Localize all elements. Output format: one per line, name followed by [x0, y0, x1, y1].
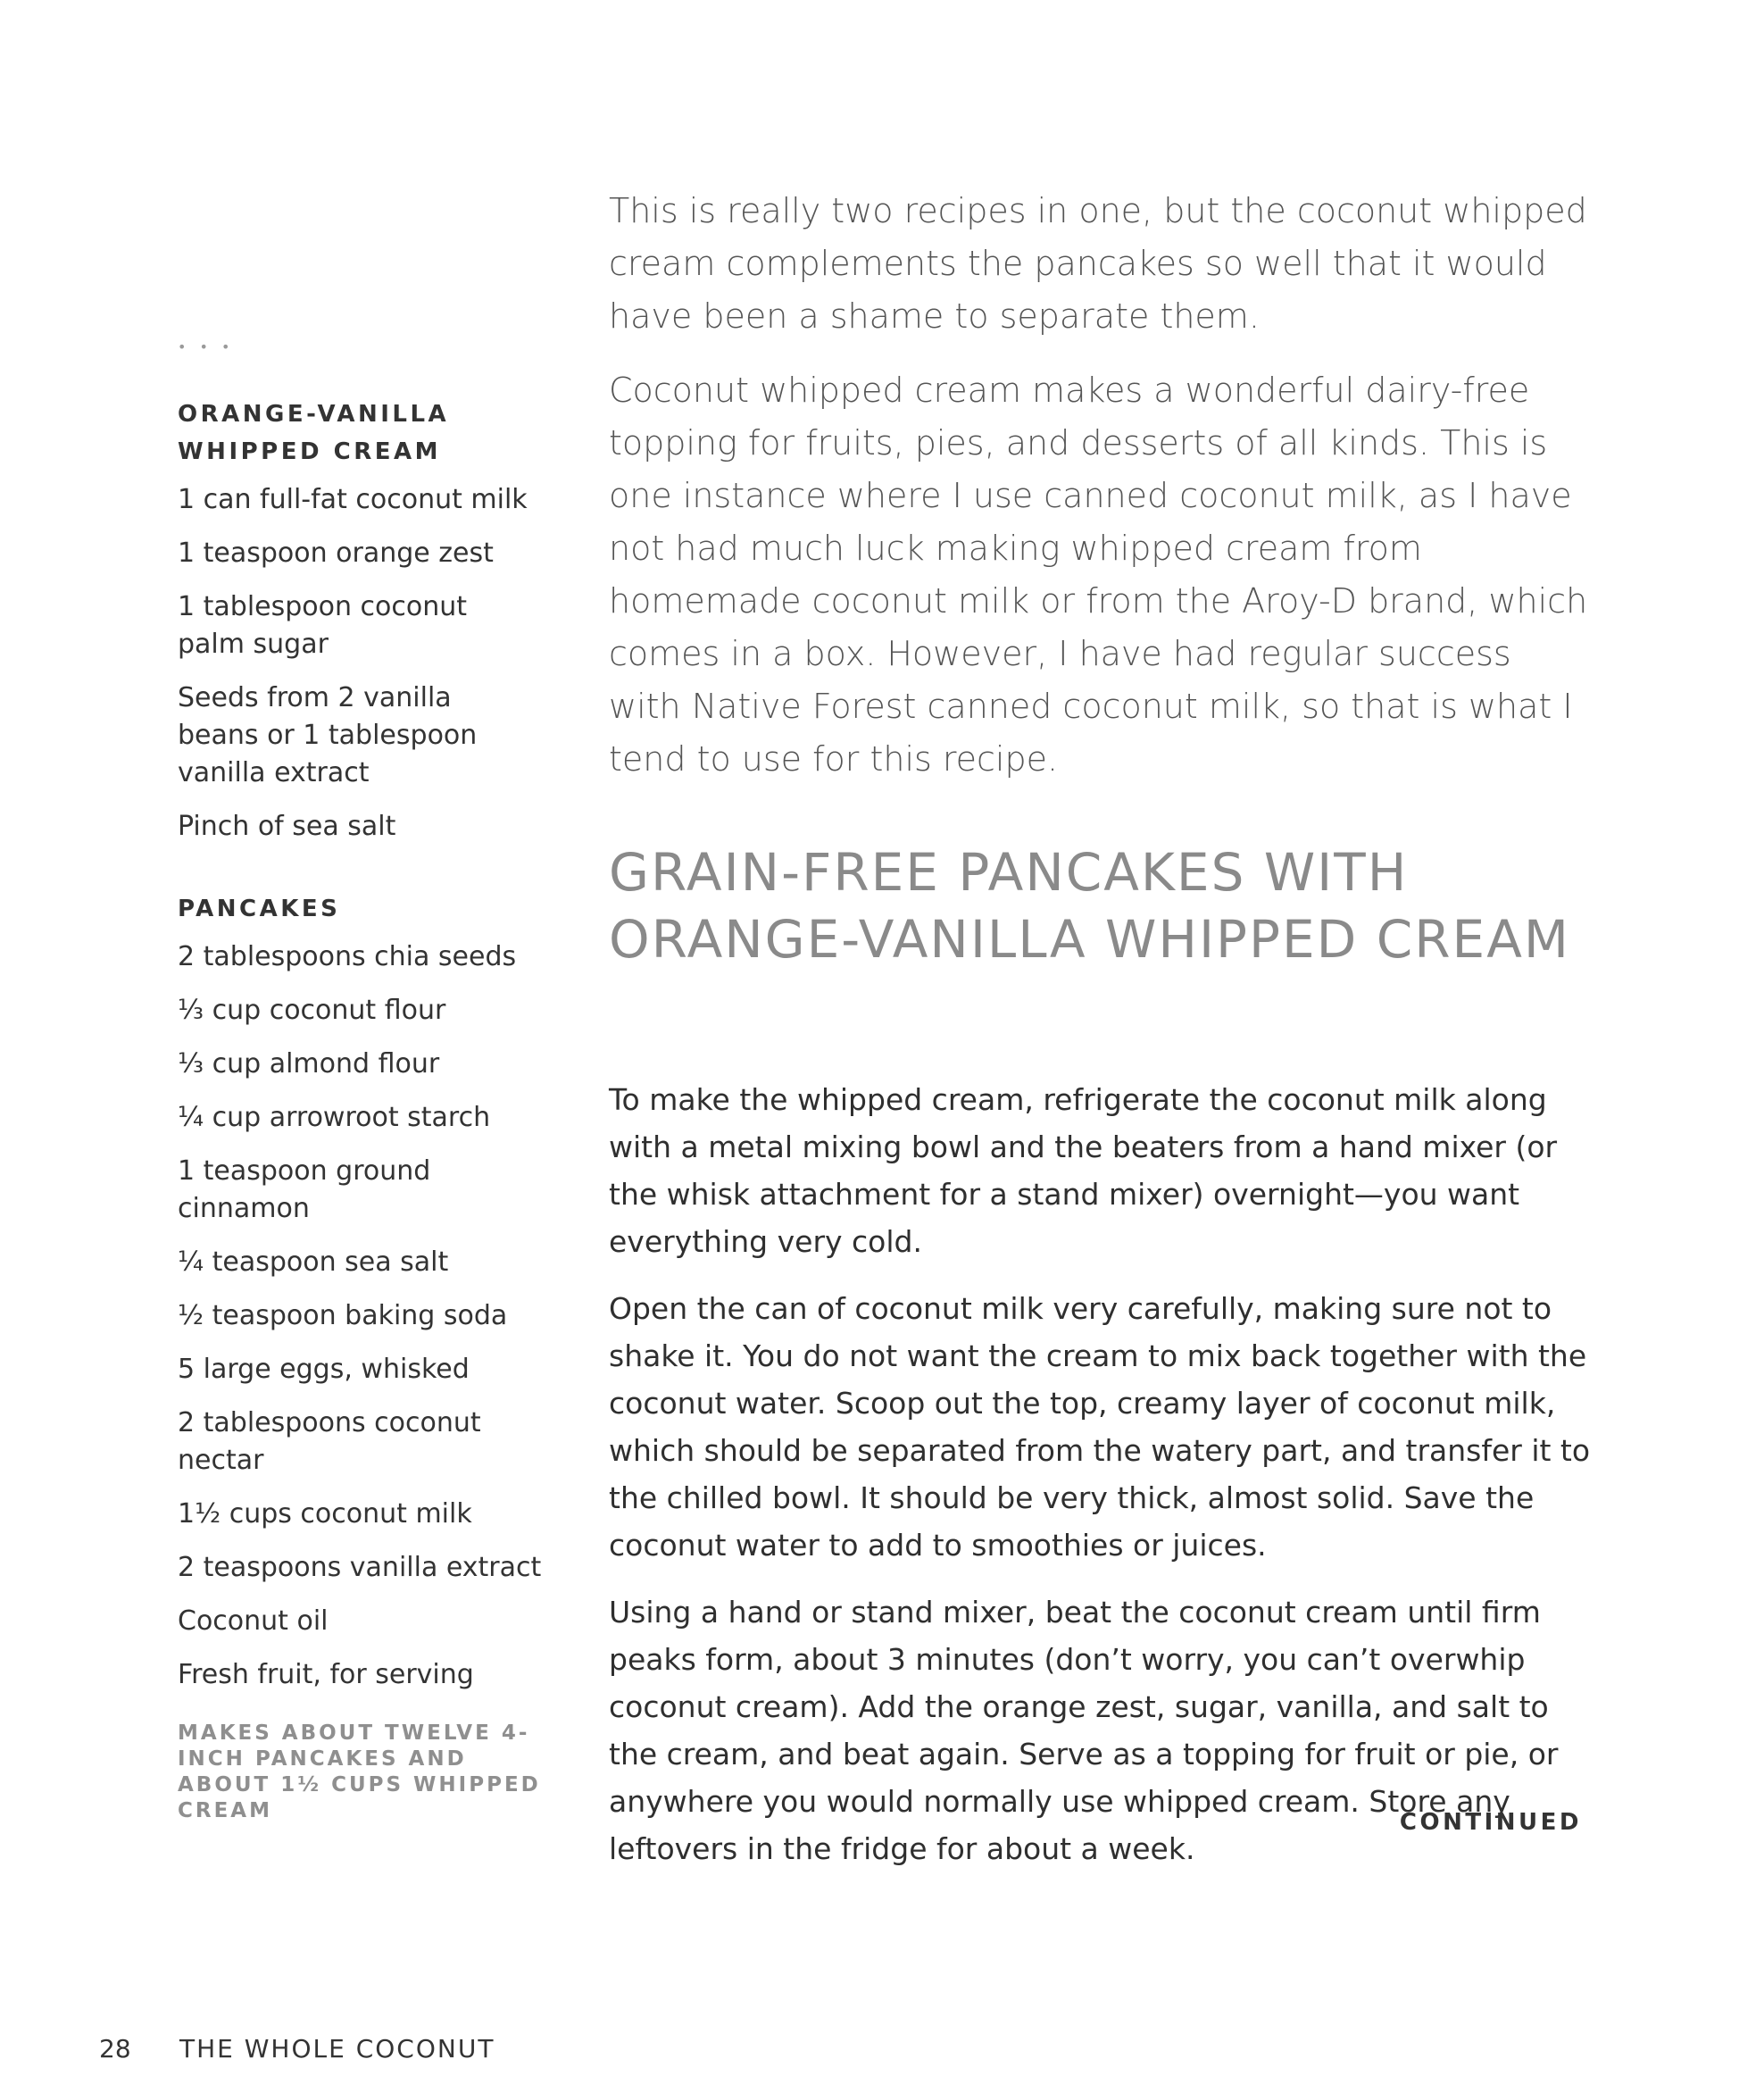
recipe-title-line: GRAIN-FREE PANCAKES WITH — [609, 842, 1409, 903]
ingredient-item: 1 teaspoon ground cinnamon — [178, 1155, 431, 1224]
page-number: 28 — [99, 2034, 131, 2063]
recipe-yield: MAKES ABOUT TWELVE 4-INCH PANCAKES AND ABOUT 1½ CUPS WHIPPED CREAM — [178, 1721, 541, 1822]
ingredient-item: Coconut oil — [178, 1605, 329, 1637]
ornament-dots: • • • — [178, 338, 235, 355]
ingredient-item: Pinch of sea salt — [178, 811, 396, 842]
main-column — [609, 185, 1591, 1892]
ingredient-item: ⅓ cup almond flour — [178, 1048, 440, 1080]
ingredient-item: 1½ cups coconut milk — [178, 1498, 472, 1530]
whipped-cream-heading-line: WHIPPED CREAM — [178, 438, 441, 465]
method-paragraph: To make the whipped cream, refrigerate the coconut milk along with a metal mixing bowl and the beaters from a hand mixer (or the whisk attachment for a stand mixer) overnight—you want everything very cold. — [609, 1082, 1558, 1259]
ingredient-item: 1 tablespoon coconut palm sugar — [178, 591, 468, 660]
ingredient-item: Fresh fruit, for serving — [178, 1659, 474, 1690]
recipe-title-line: ORANGE-VANILLA WHIPPED CREAM — [609, 909, 1570, 970]
whipped-cream-heading-line: ORANGE-VANILLA — [178, 401, 450, 428]
ingredient-item: 2 tablespoons chia seeds — [178, 941, 517, 972]
method-paragraph: Open the can of coconut milk very carefully, making sure not to shake it. You do not want the cream to mix back together with the coconut water. Scoop out the top, creamy layer of coconut milk, which should be separated from the watery part, and transfer it to the chilled bowl. It should be very thick, almost solid. Save the coconut water to add to smoothies or juices. — [609, 1291, 1591, 1563]
page-footer — [99, 2034, 495, 2063]
recipe-title — [609, 839, 1591, 973]
method-text — [609, 1076, 1591, 1872]
whipped-cream-heading — [178, 396, 553, 471]
intro-text — [609, 185, 1591, 786]
ingredient-item: 2 tablespoons coconut nectar — [178, 1407, 481, 1476]
book-title: THE WHOLE COCONUT — [179, 2034, 495, 2063]
method-paragraph: Using a hand or stand mixer, beat the coconut cream until firm peaks form, about 3 minutes (don’t worry, you can’t overwhip coconut cream). Add the orange zest, sugar, vanilla, and salt to the cream, and beat again. Serve as a topping for fruit or pie, or anywhere you would normally use whipped cream. Store any leftovers in the fridge for about a week. — [609, 1595, 1559, 1866]
ingredient-item: ¼ cup arrowroot starch — [178, 1102, 491, 1133]
ingredient-item: ¼ teaspoon sea salt — [178, 1246, 449, 1278]
intro-paragraph: This is really two recipes in one, but the coconut whipped cream complements the pancakes so well that it would have been a shame to separate them. — [609, 191, 1587, 336]
pancakes-ingredient-list — [178, 938, 553, 1694]
intro-paragraph: Coconut whipped cream makes a wonderful dairy-free topping for fruits, pies, and desserts of all kinds. This is one instance where I use canned coconut milk, as I have not had much luck making whipped cream from homemade coconut milk or from the Aroy-D brand, which comes in a box. However, I have had regular success with Native Forest canned coconut milk, so that is what I tend to use for this recipe. — [609, 371, 1588, 779]
pancakes-heading: PANCAKES — [178, 896, 341, 922]
ingredient-item: 1 teaspoon orange zest — [178, 538, 494, 569]
ingredient-item: 5 large eggs, whisked — [178, 1354, 470, 1385]
ingredient-item: 1 can full-fat coconut milk — [178, 484, 528, 515]
ingredient-item: ⅓ cup coconut flour — [178, 995, 446, 1026]
ingredient-item: Seeds from 2 vanilla beans or 1 tablespoon vanilla extract — [178, 682, 478, 788]
whipped-cream-ingredient-list — [178, 481, 553, 846]
continued-label: CONTINUED — [1399, 1809, 1582, 1836]
ingredient-item: ½ teaspoon baking soda — [178, 1300, 508, 1331]
ingredient-item: 2 teaspoons vanilla extract — [178, 1552, 542, 1583]
ingredients-sidebar — [178, 339, 553, 1824]
